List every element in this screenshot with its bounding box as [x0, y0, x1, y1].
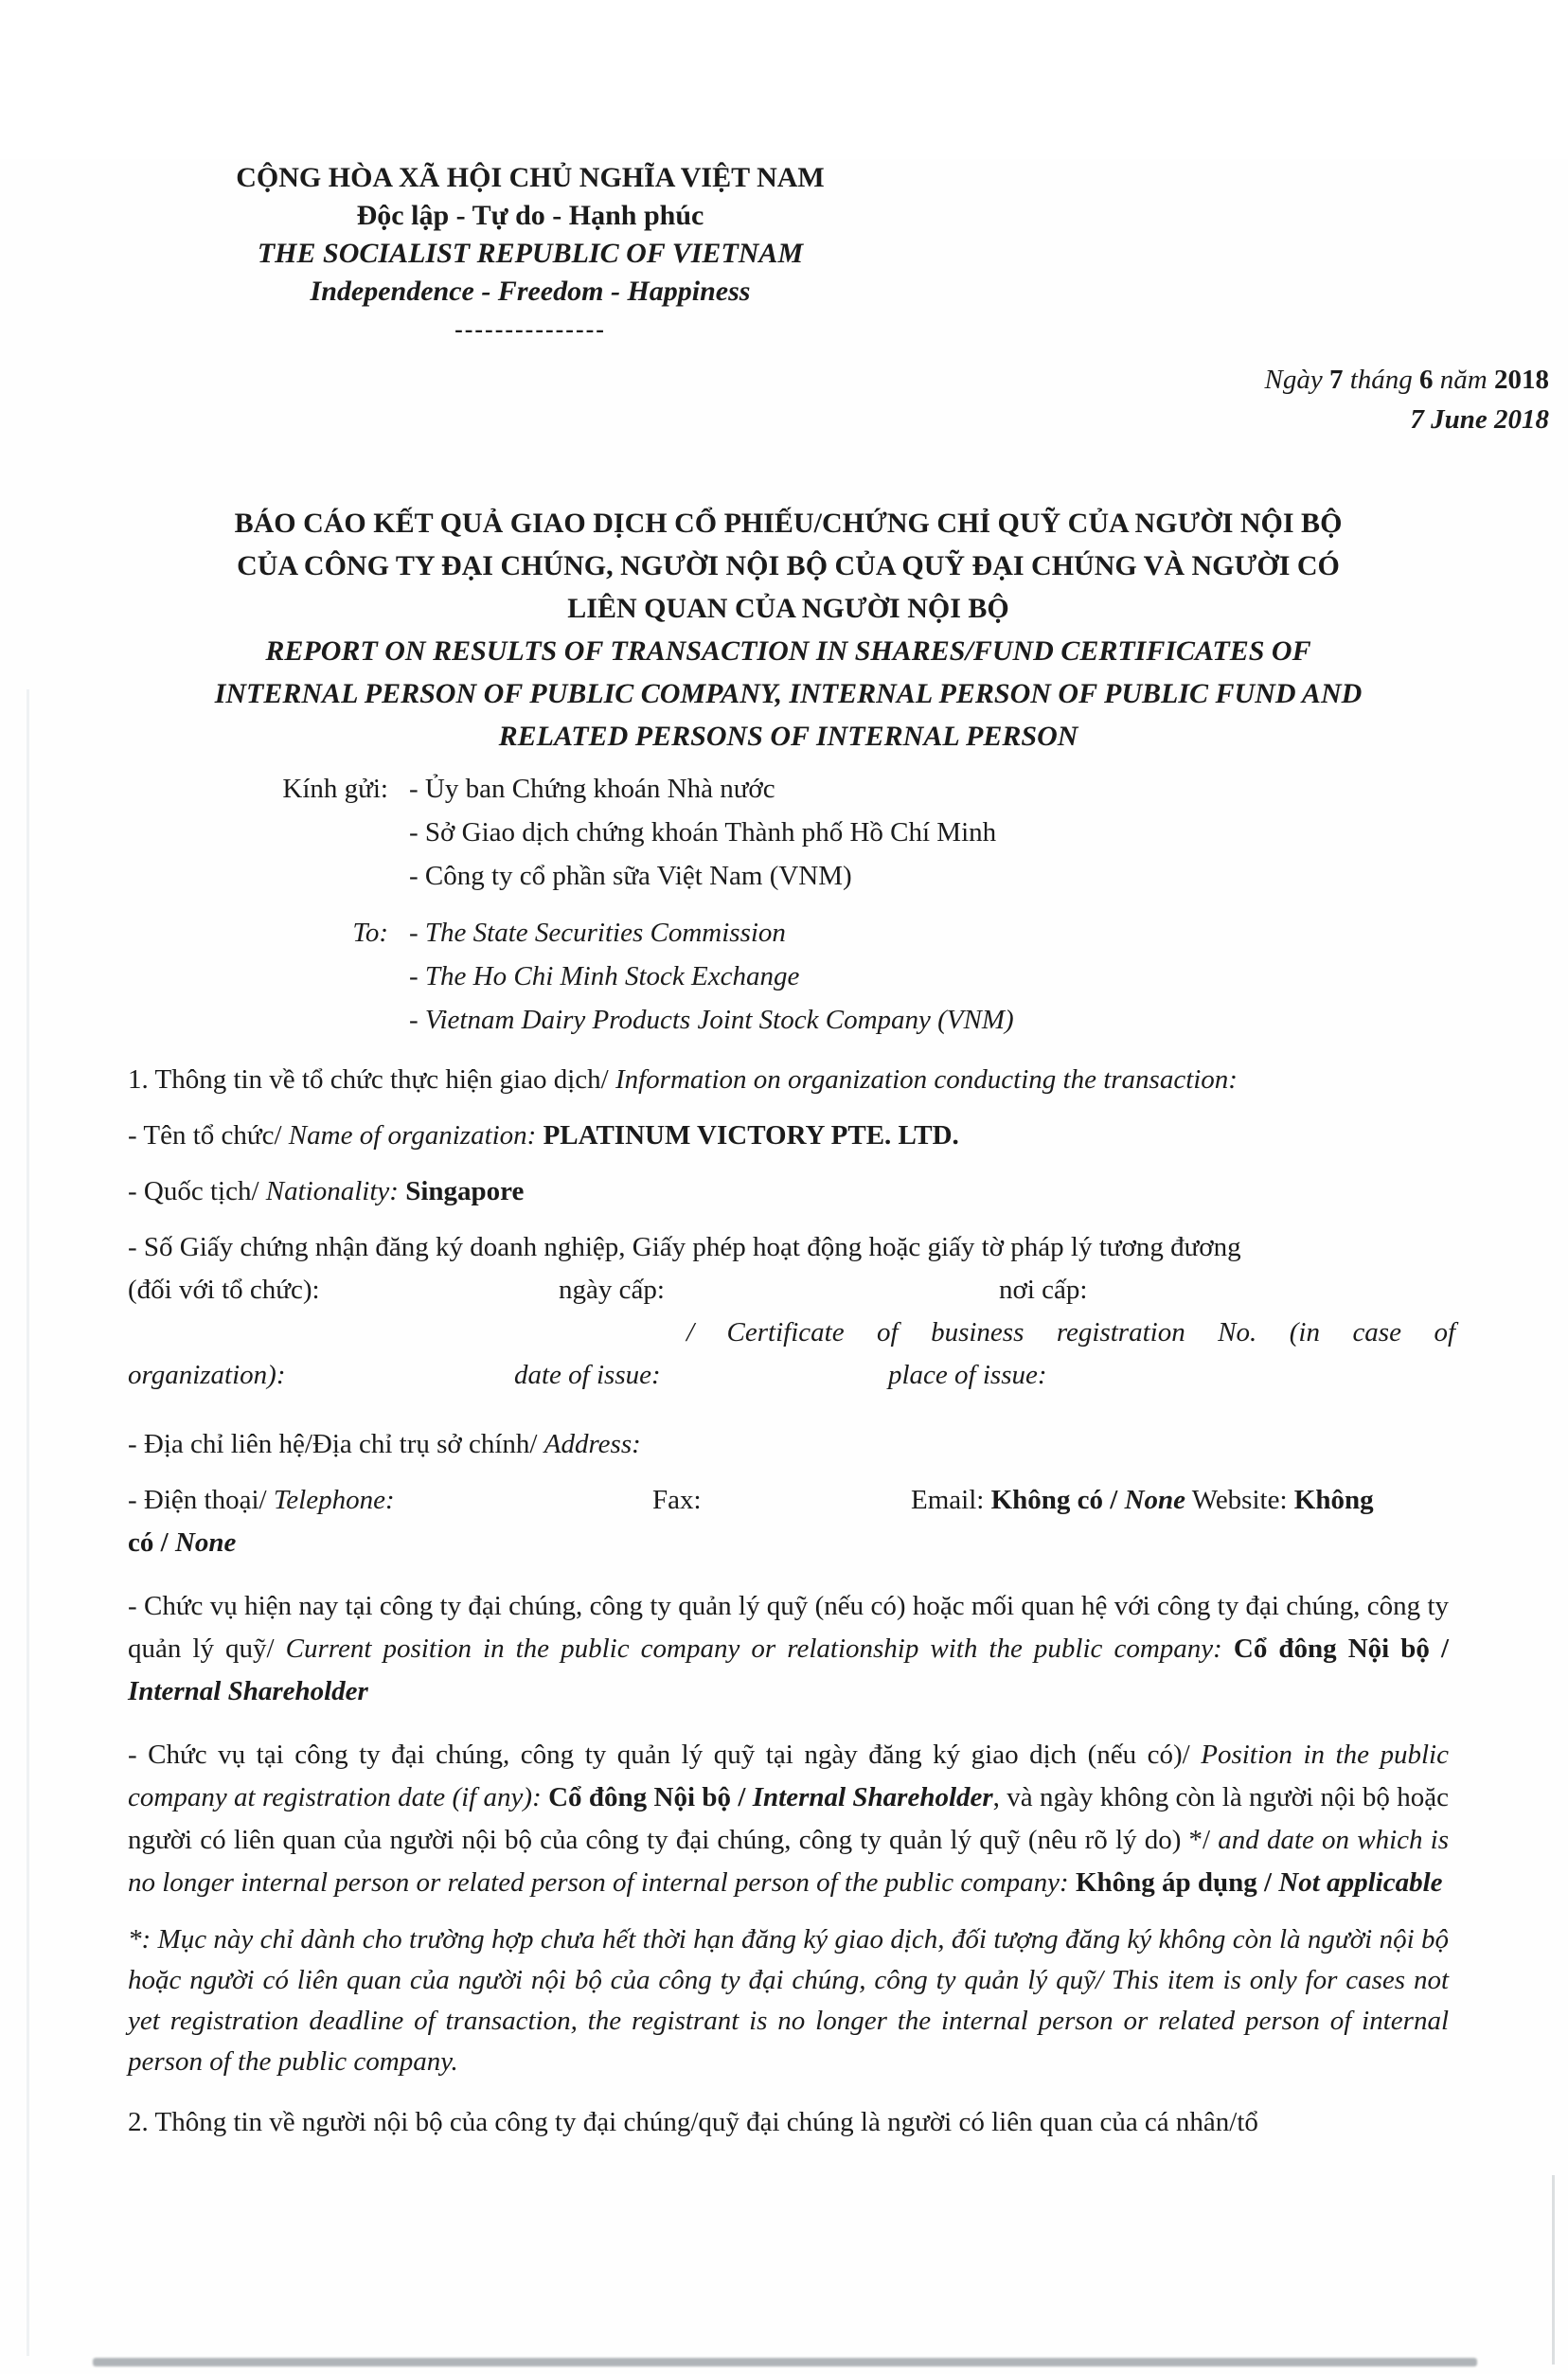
recipient-item: - Ủy ban Chứng khoán Nhà nước: [409, 774, 775, 804]
document-page: [0, 159, 1568, 2374]
scan-artifact-left-edge: [27, 689, 29, 2356]
date-word: năm: [1439, 365, 1488, 395]
nationality-row: [128, 1170, 1449, 1213]
report-title-vn-line3: LIÊN QUAN CỦA NGƯỜI NỘI BỘ: [567, 593, 1009, 624]
registration-position-en1: Position in the public company at registration date (if any):: [128, 1740, 1449, 1812]
contact-line2: [128, 1522, 1449, 1564]
recipient-item: - Công ty cổ phần sữa Việt Nam (VNM): [409, 861, 852, 891]
contact-line1: [128, 1479, 1449, 1522]
current-position-value-en: Internal Shareholder: [128, 1676, 368, 1706]
report-title-vn-line1: BÁO CÁO KẾT QUẢ GIAO DỊCH CỔ PHIẾU/CHỨNG CHỈ QUỸ CỦA NGƯỜI NỘI BỘ: [234, 508, 1343, 539]
registration-place-label-vn: nơi cấp:: [999, 1275, 1088, 1305]
registration-position-paragraph: [128, 1734, 1449, 1904]
nationality-value: Singapore: [405, 1176, 525, 1206]
contact-row: [128, 1479, 1449, 1564]
current-position-en: Current position in the public company or relationship with the public company:: [285, 1633, 1222, 1664]
registration-date-label-en: date of issue:: [514, 1360, 661, 1390]
registration-position-value2: Không áp dụng /: [1075, 1867, 1273, 1898]
phone-label-vn: - Điện thoại/: [128, 1485, 267, 1515]
recipient-item: - Sở Giao dịch chứng khoán Thành phố Hồ Chí Minh: [409, 817, 997, 848]
email-value-en: None: [1124, 1485, 1186, 1515]
recipients-items-en: [409, 911, 1014, 1042]
website-value-cont: có /: [128, 1527, 169, 1558]
registration-position-value1: Cổ đông Nội bộ /: [548, 1782, 746, 1812]
address-label-vn: - Địa chỉ liên hệ/Địa chỉ trụ sở chính/: [128, 1429, 538, 1459]
section1-heading: [128, 1059, 1449, 1101]
footnote-vn: Mục này chỉ dành cho trường hợp chưa hết thời hạn đăng ký giao dịch, đối tượng đăng ký không còn là người nội bộ hoặc người có liên quan của người nội bộ của công ty đại chúng, công ty quản lý quỹ/: [128, 1924, 1449, 1995]
date-block: [0, 360, 1568, 439]
registration-position-vn2: , và ngày không còn là người nội bộ hoặc người có liên quan của người nội bộ của công ty đại chúng, công ty quản lý quỹ (nêu rõ lý do) */: [128, 1782, 1450, 1855]
section1-heading-vn: 1. Thông tin về tổ chức thực hiện giao dịch/: [128, 1064, 609, 1095]
date-number: 7: [1328, 365, 1344, 395]
website-label: Website:: [1191, 1485, 1288, 1515]
date-number: 2018: [1494, 365, 1549, 395]
registration-date-label-vn: ngày cấp:: [559, 1275, 665, 1305]
registration-place-label-en: place of issue:: [888, 1360, 1047, 1390]
nationality-label-vn: - Quốc tịch/: [128, 1176, 259, 1206]
recipients-items-vn: [409, 767, 996, 898]
national-motto-en: Independence - Freedom - Happiness: [310, 276, 751, 307]
national-header: [128, 159, 933, 348]
footnote-marker: *:: [128, 1924, 151, 1955]
recipient-item: - The State Securities Commission: [409, 918, 786, 948]
recipients-vn: [0, 767, 1568, 898]
recipients-label-en: To:: [352, 918, 388, 948]
country-name-en: THE SOCIALIST REPUBLIC OF VIETNAM: [257, 238, 804, 269]
footnote-en: This item is only for cases not yet registration deadline of transaction, the registrant is no longer the internal person or related person of internal person of the public company.: [128, 1965, 1450, 2077]
section2-heading: 2. Thông tin về người nội bộ của công ty đại chúng/quỹ đại chúng là người có liên quan của cá nhân/tổ: [128, 2107, 1258, 2137]
nationality-label-en: Nationality:: [265, 1176, 399, 1206]
fax-label: Fax:: [652, 1485, 702, 1515]
org-name-row: [128, 1115, 1449, 1157]
report-title-en-line2: INTERNAL PERSON OF PUBLIC COMPANY, INTERNAL PERSON OF PUBLIC FUND AND: [214, 678, 1363, 709]
date-word: tháng: [1349, 365, 1413, 395]
registration-org-label-vn: (đối với tổ chức):: [128, 1275, 320, 1305]
report-title-en-line1: REPORT ON RESULTS OF TRANSACTION IN SHARES/FUND CERTIFICATES OF: [265, 635, 1311, 667]
email-value: Không có /: [990, 1485, 1118, 1515]
registration-block: [128, 1226, 1455, 1397]
date-line-vn: [0, 360, 1549, 400]
report-title-vn-line2: CỦA CÔNG TY ĐẠI CHÚNG, NGƯỜI NỘI BỘ CỦA QUỸ ĐẠI CHÚNG VÀ NGƯỜI CÓ: [237, 550, 1340, 581]
scan-artifact-bottom-edge: [93, 2358, 1477, 2366]
recipient-item: - Vietnam Dairy Products Joint Stock Company (VNM): [409, 1005, 1014, 1035]
org-name-value: PLATINUM VICTORY PTE. LTD.: [543, 1120, 959, 1151]
recipient-item: - The Ho Chi Minh Stock Exchange: [409, 961, 800, 991]
registration-labels-en: [128, 1354, 1449, 1397]
date-word: Ngày: [1264, 365, 1323, 395]
website-value: Không: [1293, 1485, 1374, 1515]
phone-label-en: Telephone:: [273, 1485, 395, 1515]
email-website-segment: [911, 1479, 1374, 1522]
date-line-en: 7 June 2018: [1410, 404, 1549, 435]
national-motto-vn: Độc lập - Tự do - Hạnh phúc: [356, 200, 704, 231]
email-label: Email:: [911, 1485, 985, 1515]
current-position-vn: - Chức vụ hiện nay tại công ty đại chúng, công ty quản lý quỹ (nếu có) hoặc mối quan hệ với công ty đại chúng, công ty quản lý quỹ/: [128, 1591, 1449, 1664]
recipients-en: [0, 911, 1568, 1042]
section1-heading-en: Information on organization conducting the transaction:: [615, 1064, 1238, 1095]
current-position-paragraph: [128, 1585, 1449, 1713]
date-number: 6: [1419, 365, 1434, 395]
registration-line-en: / Certificate of business registration No. (in case of: [686, 1317, 1455, 1348]
org-name-label-en: Name of organization:: [288, 1120, 537, 1151]
registration-org-label-en: organization):: [128, 1360, 286, 1390]
report-title-en-line3: RELATED PERSONS OF INTERNAL PERSON: [498, 721, 1078, 752]
registration-position-vn1: - Chức vụ tại công ty đại chúng, công ty quản lý quỹ tại ngày đăng ký giao dịch (nếu có)/: [128, 1740, 1190, 1770]
registration-position-value1-en: Internal Shareholder: [752, 1782, 993, 1812]
registration-line-vn: - Số Giấy chứng nhận đăng ký doanh nghiệp, Giấy phép hoạt động hoặc giấy tờ pháp lý tương đương: [128, 1232, 1241, 1262]
recipients-label-vn: Kính gửi:: [282, 774, 388, 804]
org-name-label-vn: - Tên tổ chức/: [128, 1120, 282, 1151]
registration-labels-vn: [128, 1269, 1449, 1312]
address-row: [128, 1423, 1449, 1466]
report-title: [0, 502, 1568, 758]
current-position-value: Cổ đông Nội bộ /: [1233, 1633, 1449, 1664]
document-body: [0, 1059, 1568, 2144]
website-value-cont-en: None: [174, 1527, 237, 1558]
scan-artifact-right-edge: [1552, 2175, 1555, 2365]
phone-label: [128, 1479, 395, 1522]
header-separator: ---------------: [454, 315, 606, 343]
address-label-en: Address:: [543, 1429, 641, 1459]
registration-position-en2: and date on which is no longer internal person or related person of internal person of the public company:: [128, 1825, 1450, 1898]
footnote: [128, 1919, 1449, 2082]
registration-position-value2-en: Not applicable: [1278, 1867, 1443, 1898]
country-name-vn: CỘNG HÒA XÃ HỘI CHỦ NGHĨA VIỆT NAM: [236, 162, 825, 193]
